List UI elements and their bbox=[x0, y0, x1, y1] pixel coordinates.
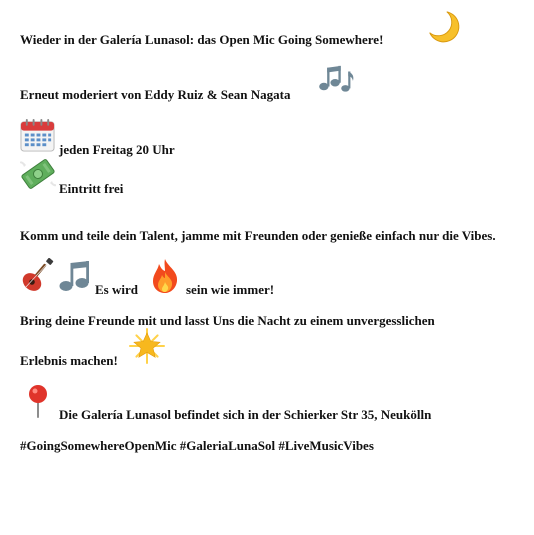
glowing-star-icon bbox=[129, 328, 165, 364]
musical-note-icon bbox=[58, 259, 90, 293]
round-pushpin-icon bbox=[26, 384, 50, 418]
post-line-intro: Wieder in der Galería Lunasol: das Open Mic Going Somewhere! bbox=[20, 32, 384, 47]
post-line-location: Die Galería Lunasol befindet sich in der Schierker Str 35, Neukölln bbox=[59, 407, 432, 422]
post-line-vibe-a: Es wird bbox=[95, 282, 138, 297]
guitar-icon bbox=[20, 258, 56, 294]
crescent-moon-icon bbox=[424, 8, 462, 46]
post-line-time: jeden Freitag 20 Uhr bbox=[59, 142, 175, 157]
musical-notes-icon bbox=[318, 64, 356, 94]
calendar-icon bbox=[20, 118, 55, 153]
post-line-host: Erneut moderiert von Eddy Ruiz & Sean Nagata bbox=[20, 87, 291, 102]
post-line-entry: Eintritt frei bbox=[59, 181, 124, 196]
post-line-experience: Erlebnis machen! bbox=[20, 353, 118, 368]
fire-icon bbox=[148, 258, 182, 294]
money-with-wings-icon bbox=[20, 157, 56, 191]
post-line-invite: Komm und teile dein Talent, jamme mit Freunden oder genieße einfach nur die Vibes. bbox=[20, 228, 496, 243]
post-line-friends: Bring deine Freunde mit und lasst Uns die Nacht zu einem unvergesslichen bbox=[20, 313, 435, 328]
post-line-vibe-b: sein wie immer! bbox=[186, 282, 275, 297]
post-hashtags: #GoingSomewhereOpenMic #GaleriaLunaSol #LiveMusicVibes bbox=[20, 438, 374, 453]
